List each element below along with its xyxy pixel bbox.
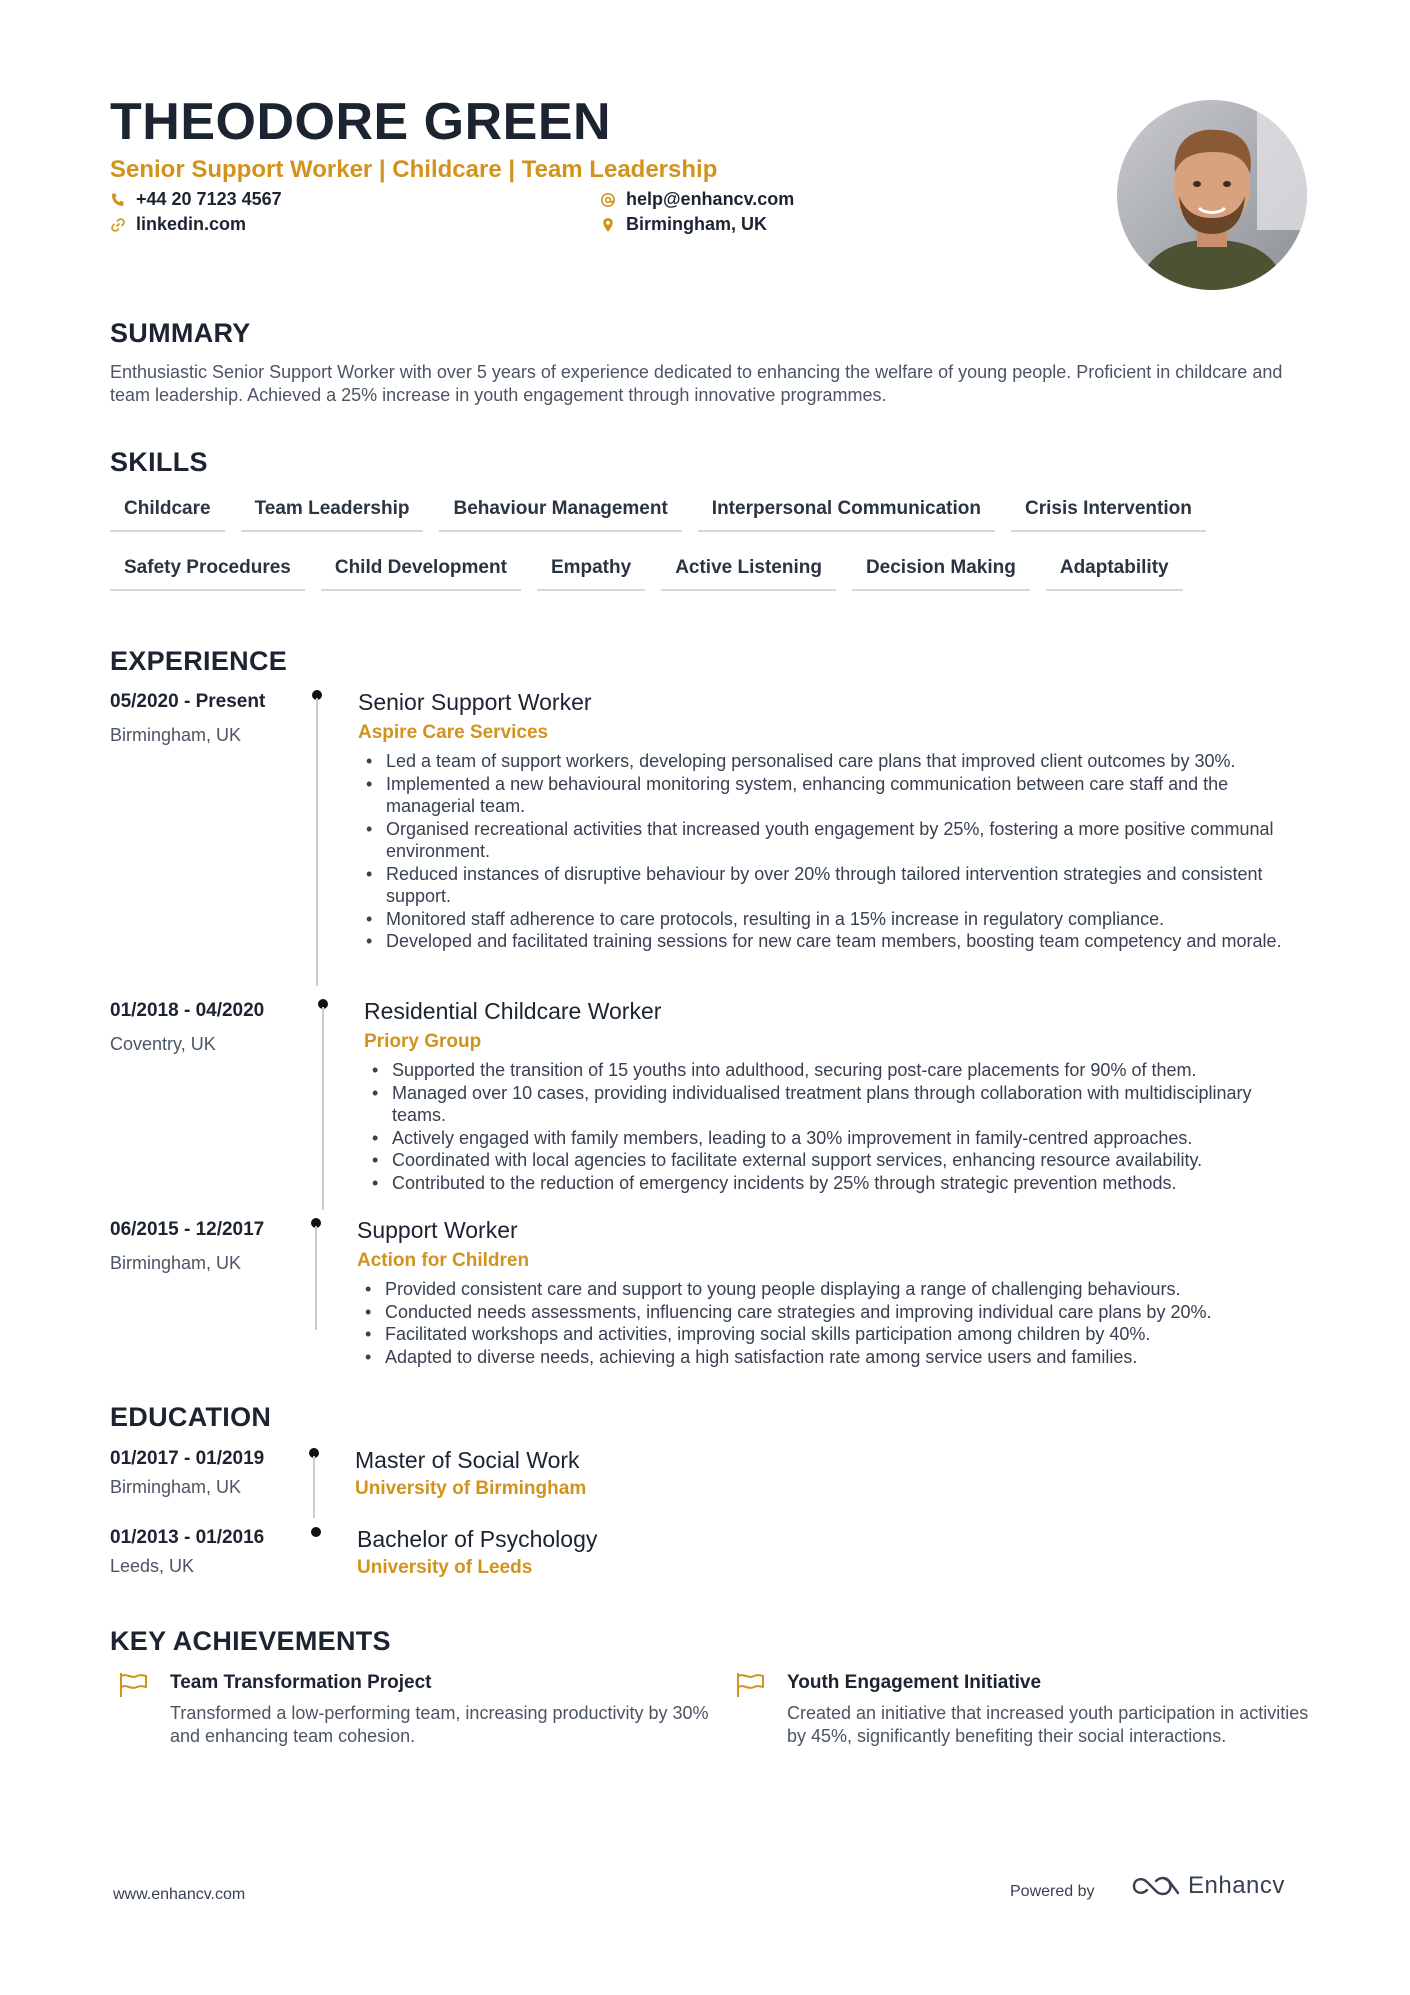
candidate-name: THEODORE GREEN [110, 93, 612, 151]
job-dates: 06/2015 - 12/2017 [110, 1219, 265, 1240]
education-dates: 01/2013 - 01/2016 [110, 1527, 265, 1548]
timeline-line [322, 1007, 324, 1210]
link-icon [110, 217, 126, 233]
skill-tag: Safety Procedures [110, 557, 305, 591]
timeline-dot [311, 1527, 321, 1537]
phone-text[interactable]: +44 20 7123 4567 [136, 189, 282, 209]
achievement-title: Team Transformation Project [170, 1672, 432, 1693]
bullet-item: • Contributed to the reduction of emergency incidents by 25% through strategic prevention methods. [366, 1172, 1310, 1195]
education-degree: Bachelor of Psychology [357, 1526, 598, 1552]
email-text[interactable]: help@enhancv.com [626, 189, 795, 209]
job-company: Priory Group [364, 1031, 482, 1052]
enhancv-logo[interactable] [1132, 1872, 1285, 1900]
job-bullets [359, 1278, 1310, 1368]
education-location: Leeds, UK [110, 1556, 195, 1576]
education-school: University of Birmingham [355, 1478, 587, 1499]
education-heading: EDUCATION [110, 1402, 272, 1432]
skill-tag: Crisis Intervention [1011, 498, 1206, 532]
at-icon [600, 192, 616, 208]
location-text: Birmingham, UK [626, 214, 768, 234]
job-location: Birmingham, UK [110, 1253, 242, 1273]
candidate-title: Senior Support Worker | Childcare | Team Leadership [110, 156, 718, 183]
job-role: Senior Support Worker [358, 689, 592, 715]
job-role: Residential Childcare Worker [364, 998, 662, 1024]
education-school: University of Leeds [357, 1557, 533, 1578]
bullet-item: • Managed over 10 cases, providing individualised treatment plans through collaboration with multidisciplinary teams. [366, 1082, 1310, 1127]
contact-location [600, 214, 767, 235]
enhancv-logo-text: Enhancv [1188, 1872, 1285, 1899]
skill-tag: Active Listening [661, 557, 836, 591]
footer-website[interactable]: www.enhancv.com [113, 1886, 246, 1903]
skills-row-1 [110, 498, 1206, 532]
enhancv-logo-icon [1132, 1873, 1180, 1899]
bullet-item: • Reduced instances of disruptive behaviour by over 20% through tailored intervention strategies and consistent support. [360, 863, 1310, 908]
job-role: Support Worker [357, 1217, 518, 1243]
achievements-heading: KEY ACHIEVEMENTS [110, 1626, 391, 1656]
job-bullets [360, 750, 1310, 953]
bullet-item: • Developed and facilitated training sessions for new care team members, boosting team competency and morale. [360, 930, 1310, 953]
experience-heading: EXPERIENCE [110, 646, 288, 676]
contact-linkedin [110, 214, 246, 235]
education-dates: 01/2017 - 01/2019 [110, 1448, 265, 1469]
skill-tag: Behaviour Management [439, 498, 681, 532]
timeline-line [313, 1456, 315, 1518]
skills-heading: SKILLS [110, 447, 208, 477]
contact-phone [110, 189, 282, 210]
flag-icon [118, 1672, 148, 1698]
phone-icon [110, 192, 126, 208]
linkedin-text[interactable]: linkedin.com [136, 214, 247, 234]
skill-tag: Decision Making [852, 557, 1030, 591]
skill-tag: Empathy [537, 557, 645, 591]
bullet-item: • Facilitated workshops and activities, improving social skills participation among children by 40%. [359, 1323, 1310, 1346]
education-location: Birmingham, UK [110, 1477, 242, 1497]
skill-tag: Interpersonal Communication [698, 498, 995, 532]
bullet-item: • Actively engaged with family members, leading to a 30% improvement in family-centred approaches. [366, 1127, 1310, 1150]
achievement-desc: Transformed a low-performing team, increasing productivity by 30% and enhancing team cohesion. [170, 1703, 709, 1746]
bullet-item: • Coordinated with local agencies to facilitate external support services, enhancing resource availability. [366, 1149, 1310, 1172]
bullet-item: • Led a team of support workers, developing personalised care plans that improved client outcomes by 30%. [360, 750, 1310, 773]
summary-text: Enthusiastic Senior Support Worker with over 5 years of experience dedicated to enhancing the welfare of young people. Proficient in childcare and team leadership. Achieved a 25% increase in youth engagement through innovative programmes. [110, 362, 1283, 405]
bullet-item: • Conducted needs assessments, influencing care strategies and improving individual care plans by 20%. [359, 1301, 1310, 1324]
job-bullets [366, 1059, 1310, 1194]
contact-email [600, 189, 794, 210]
bullet-item: • Provided consistent care and support to young people displaying a range of challenging behaviours. [359, 1278, 1310, 1301]
timeline-line [315, 1226, 317, 1330]
bullet-item: • Adapted to diverse needs, achieving a high satisfaction rate among service users and families. [359, 1346, 1310, 1369]
skill-tag: Adaptability [1046, 557, 1183, 591]
profile-photo [1117, 100, 1307, 290]
summary-heading: SUMMARY [110, 318, 251, 348]
job-company: Action for Children [357, 1250, 530, 1271]
skill-tag: Childcare [110, 498, 225, 532]
job-dates: 01/2018 - 04/2020 [110, 1000, 265, 1021]
bullet-item: • Supported the transition of 15 youths into adulthood, securing post-care placements for 90% of them. [366, 1059, 1310, 1082]
bullet-item: • Monitored staff adherence to care protocols, resulting in a 15% increase in regulatory compliance. [360, 908, 1310, 931]
job-location: Birmingham, UK [110, 725, 242, 745]
bullet-item: • Organised recreational activities that increased youth engagement by 25%, fostering a more positive communal environment. [360, 818, 1310, 863]
skills-row-2 [110, 557, 1183, 591]
achievement-desc: Created an initiative that increased youth participation in activities by 45%, significantly benefiting their social interactions. [787, 1703, 1309, 1746]
bullet-item: • Implemented a new behavioural monitoring system, enhancing communication between care staff and the managerial team. [360, 773, 1310, 818]
skill-tag: Child Development [321, 557, 521, 591]
skill-tag: Team Leadership [241, 498, 424, 532]
job-location: Coventry, UK [110, 1034, 216, 1054]
flag-icon [735, 1672, 765, 1698]
job-dates: 05/2020 - Present [110, 691, 266, 712]
job-company: Aspire Care Services [358, 722, 549, 743]
footer-powered-by: Powered by [1010, 1883, 1095, 1900]
timeline-line [316, 698, 318, 986]
location-pin-icon [600, 217, 616, 233]
achievement-title: Youth Engagement Initiative [787, 1672, 1042, 1693]
education-degree: Master of Social Work [355, 1447, 580, 1473]
